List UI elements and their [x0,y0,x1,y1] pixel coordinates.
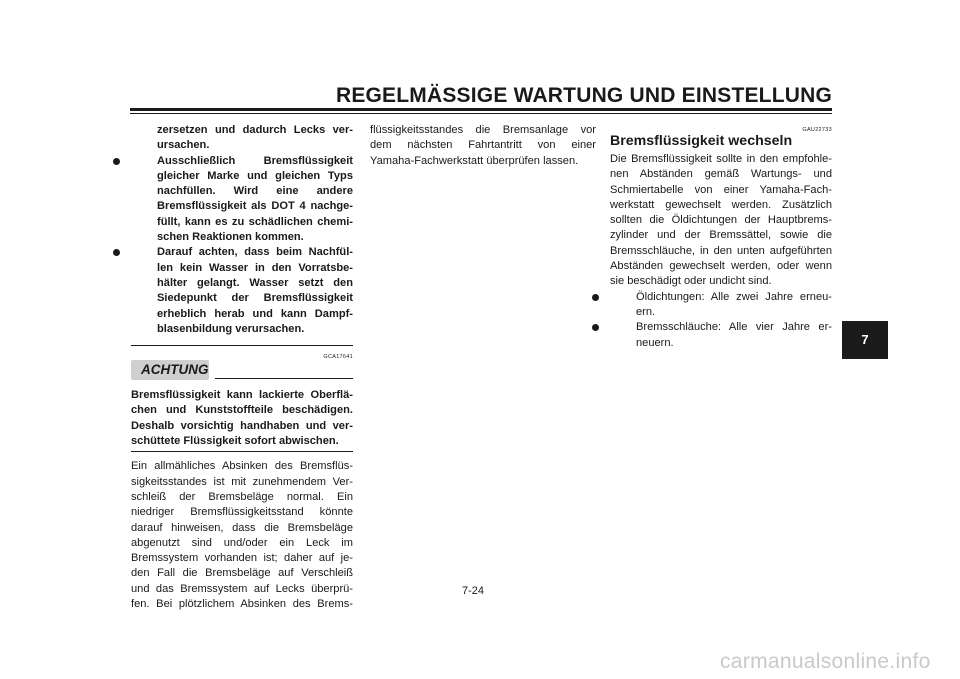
body-line: und das Bremssystem auf Lecks überprü- [131,582,353,595]
intro-line: zersetzen und dadurch Lecks ver- [157,124,353,136]
bullet-item [131,245,353,337]
bullet-item [610,290,832,321]
notice-line: schüttete Flüssigkeit sofort abwischen. [131,435,339,448]
intro-text [131,123,353,154]
body-line: niedriger Bremsflüssigkeitsstand könnte [131,506,353,519]
body-line: Abständen gewechselt werden, oder wenn [610,260,832,273]
bullet-line: Bremsschläuche: Alle vier Jahre er- [636,321,832,334]
body-paragraph [131,459,353,612]
notice-line: chen und Kunststoffteile beschädigen. [131,404,353,417]
column-right [610,123,832,351]
bullet-dot-icon [113,158,120,165]
notice-header [131,360,353,382]
notice-line: Deshalb vorsichtig handhaben und ver- [131,419,353,432]
body-line: werkstatt gewechselt werden. Zusätzlich [610,198,832,211]
body-line: flüssigkeitsstandes die Bremsanlage vor [370,124,596,136]
bullet-line: blasenbildung verursachen. [157,322,305,335]
body-line: sollten die Öldichtungen der Hauptbrems- [610,214,832,227]
page-title: REGELMÄSSIGE WARTUNG UND EINSTELLUNG [335,84,832,107]
body-line: den Fall die Bremsbeläge auf Verschleiß [131,567,353,580]
body-line: Yamaha-Fachwerkstatt überprüfen lassen. [370,154,579,167]
notice-line: Bremsflüssigkeit kann lackierte Oberflä- [131,389,353,402]
section-code: GAU22733 [802,127,832,133]
notice-text [131,388,353,449]
bullet-line: Darauf achten, dass beim Nachfül- [157,246,353,259]
bullet-line: erheblich herab und kann Dampf- [157,307,353,320]
body-line: Schmiertabelle von einer Yamaha-Fach- [610,183,832,196]
bullet-dot-icon [592,324,599,331]
section-paragraph [610,152,832,290]
column-left [131,123,353,612]
achtung-label: ACHTUNG [141,362,209,378]
notice-code: GCA17641 [323,354,353,361]
body-line: zylinder und der Bremssättel, sowie die [610,229,832,242]
section-heading: Bremsflüssigkeit wechseln [610,133,793,149]
separator-line [131,451,353,452]
bullet-line: gleicher Marke und gleichen Typs [157,169,353,182]
bullet-line: schen Reaktionen kommen. [157,231,304,244]
body-line: dem nächsten Fahrtantritt von einer [370,139,596,152]
body-line: nen Abständen gemäß Wartungs- und [610,168,832,181]
separator-line [131,345,353,346]
bullet-line: Bremsflüssigkeit als DOT 4 nachge- [157,200,353,213]
body-line: Die Bremsflüssigkeit sollte in den empfohle- [610,153,832,165]
bullet-line: nachfüllen. Wird eine andere [157,185,353,198]
notice-header-rule [215,378,353,379]
bullet-dot-icon [113,249,120,256]
body-line: fen. Bei plötzlichem Absinken des Brems- [131,598,353,611]
bullet-line: hälter gelangt. Wasser setzt den [157,276,353,289]
body-line: schleiß der Bremsbeläge normal. Ein [131,490,353,503]
bullet-line: len kein Wasser in den Vorratsbe- [157,261,353,274]
header-rule-thin [130,113,832,114]
bullet-item [610,320,832,351]
column-middle [370,123,596,169]
bullet-line: Siedepunkt der Bremsflüssigkeit [157,292,353,305]
header-rule-thick [130,108,832,111]
intro-line: ursachen. [157,139,210,152]
watermark: carmanualsonline.info [720,650,931,673]
body-line: Bremssystem vorhanden ist; daher auf je- [131,552,353,565]
bullet-dot-icon [592,294,599,301]
body-line: Ein allmähliches Absinken des Bremsflüs- [131,460,353,473]
bullet-line: Ausschließlich Bremsflüssigkeit [157,154,353,167]
body-line: Bremsschläuche, in den unten aufgeführten [610,244,832,257]
bullet-line: ern. [636,305,656,318]
chapter-tab: 7 [842,321,888,359]
bullet-item [131,154,353,246]
page-number: 7-24 [461,585,485,597]
body-line: abgenutzt sind und/oder ein Leck im [131,536,353,549]
bullet-line: neuern. [636,336,674,349]
body-line: sie beschädigt oder undicht sind. [610,275,772,288]
body-line: sigkeitsstandes ist mit zunehmendem Ver- [131,475,353,488]
bullet-line: Öldichtungen: Alle zwei Jahre erneu- [636,290,832,303]
body-line: darauf hinweisen, dass die Bremsbeläge [131,521,353,534]
bullet-line: füllt, kann es zu schädlichen chemi- [157,215,353,228]
